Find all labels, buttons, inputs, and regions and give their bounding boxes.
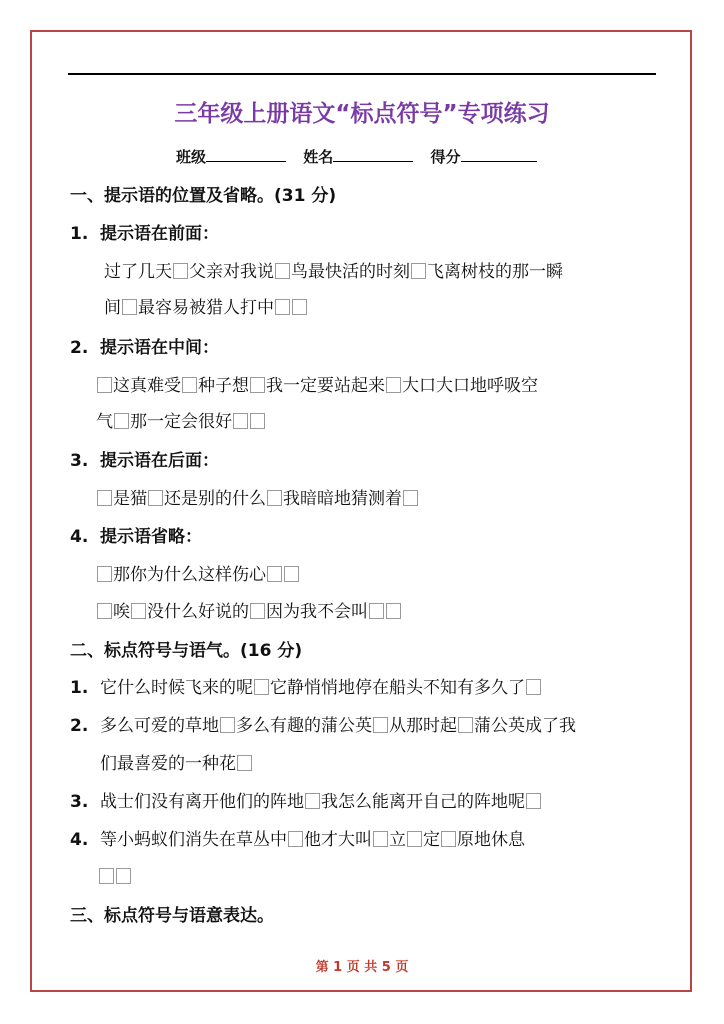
punctuation-box[interactable] <box>386 603 401 619</box>
s2-q2-text <box>100 716 576 736</box>
sentence-text: 这真难受 <box>113 376 181 396</box>
sentence-text: 我暗暗地猜测着 <box>283 489 402 509</box>
punctuation-box[interactable] <box>122 299 137 315</box>
punctuation-box[interactable] <box>275 299 290 315</box>
s2-q2-line1 <box>70 715 576 737</box>
sentence-text: 间 <box>104 298 121 318</box>
punctuation-box[interactable] <box>148 490 163 506</box>
punctuation-box[interactable] <box>403 490 418 506</box>
sentence-text: 立 <box>389 830 406 850</box>
score-blank[interactable] <box>461 147 537 162</box>
s1-q3-label-line <box>70 450 219 472</box>
punctuation-box[interactable] <box>233 413 248 429</box>
sentence-text: 多么可爱的草地 <box>100 716 219 736</box>
s1-q4-line1 <box>96 564 300 586</box>
punctuation-box[interactable] <box>369 603 384 619</box>
s2-q4-text <box>100 830 525 850</box>
sentence-text: 那一定会很好 <box>130 412 232 432</box>
s2-q1-number: 1. <box>70 678 89 698</box>
s2-q2-line2 <box>100 753 253 775</box>
sentence-text: 原地休息 <box>457 830 525 850</box>
punctuation-box[interactable] <box>267 490 282 506</box>
punctuation-box[interactable] <box>250 603 265 619</box>
punctuation-box[interactable] <box>441 831 456 847</box>
sentence-text: 他才大叫 <box>304 830 372 850</box>
page-title: 三年级上册语文“标点符号”专项练习 <box>174 101 550 127</box>
punctuation-box[interactable] <box>116 868 131 884</box>
punctuation-box[interactable] <box>250 413 265 429</box>
s2-q1-text <box>100 678 542 698</box>
s1-q3-label: 提示语在后面： <box>100 451 219 471</box>
sentence-text: 种子想 <box>198 376 249 396</box>
s1-q4-line2 <box>96 601 402 623</box>
punctuation-box[interactable] <box>97 603 112 619</box>
sentence-text: 父亲对我说 <box>189 262 274 282</box>
s1-q4-label-line <box>70 526 202 548</box>
s1-q4-number: 4. <box>70 527 89 547</box>
punctuation-box[interactable] <box>99 868 114 884</box>
punctuation-box[interactable] <box>386 377 401 393</box>
sentence-text: 没什么好说的 <box>147 602 249 622</box>
punctuation-box[interactable] <box>267 566 282 582</box>
page-footer: 第 1 页 共 5 页 <box>315 960 409 975</box>
punctuation-box[interactable] <box>305 793 320 809</box>
sentence-text: 多么有趣的蒲公英 <box>236 716 372 736</box>
s2-q4-line2 <box>98 866 132 888</box>
s2-q3-number: 3. <box>70 792 89 812</box>
s1-q4-label: 提示语省略： <box>100 527 202 547</box>
score-label: 得分 <box>430 148 461 166</box>
section2-heading: 二、标点符号与语气。(16 分) <box>70 641 303 661</box>
s1-q2-number: 2. <box>70 338 89 358</box>
sentence-text: 还是别的什么 <box>164 489 266 509</box>
sentence-text: 等小蚂蚁们消失在草丛中 <box>100 830 287 850</box>
header-rule <box>68 73 656 75</box>
class-label: 班级 <box>176 148 207 166</box>
class-blank[interactable] <box>206 147 286 162</box>
s1-q1-line2 <box>104 297 308 319</box>
s2-q2-number: 2. <box>70 716 89 736</box>
sentence-text: 它静悄悄地停在船头不知有多久了 <box>270 678 525 698</box>
punctuation-box[interactable] <box>131 603 146 619</box>
sentence-text: 鸟最快活的时刻 <box>291 262 410 282</box>
punctuation-box[interactable] <box>411 263 426 279</box>
sentence-text: 它什么时候飞来的呢 <box>100 678 253 698</box>
name-label: 姓名 <box>303 148 334 166</box>
s1-q1-number: 1. <box>70 224 89 244</box>
section3-heading: 三、标点符号与语意表达。 <box>70 906 274 926</box>
s1-q2-label-line <box>70 337 219 359</box>
sentence-text: 唉 <box>113 602 130 622</box>
sentence-text: 气 <box>96 412 113 432</box>
punctuation-box[interactable] <box>526 793 541 809</box>
sentence-text: 因为我不会叫 <box>266 602 368 622</box>
sentence-text: 战士们没有离开他们的阵地 <box>100 792 304 812</box>
sentence-text: 定 <box>423 830 440 850</box>
punctuation-box[interactable] <box>373 717 388 733</box>
punctuation-box[interactable] <box>237 755 252 771</box>
punctuation-box[interactable] <box>275 263 290 279</box>
punctuation-box[interactable] <box>97 490 112 506</box>
s2-q4-line1 <box>70 829 525 851</box>
punctuation-box[interactable] <box>250 377 265 393</box>
punctuation-box[interactable] <box>373 831 388 847</box>
section1-heading: 一、提示语的位置及省略。(31 分) <box>70 186 337 206</box>
punctuation-box[interactable] <box>114 413 129 429</box>
punctuation-box[interactable] <box>407 831 422 847</box>
s1-q1-label-line <box>70 223 219 245</box>
punctuation-box[interactable] <box>526 679 541 695</box>
s1-q2-label: 提示语在中间： <box>100 338 219 358</box>
s1-q3-number: 3. <box>70 451 89 471</box>
punctuation-box[interactable] <box>288 831 303 847</box>
punctuation-box[interactable] <box>173 263 188 279</box>
s1-q1-line1 <box>104 261 563 283</box>
sentence-text: 从那时起 <box>389 716 457 736</box>
s2-q4-number: 4. <box>70 830 89 850</box>
s1-q1-label: 提示语在前面： <box>100 224 219 244</box>
s1-q3-line1 <box>96 488 419 510</box>
punctuation-box[interactable] <box>182 377 197 393</box>
sentence-text: 过了几天 <box>104 262 172 282</box>
sentence-text: 飞离树枝的那一瞬 <box>427 262 563 282</box>
s2-q3-line1 <box>70 791 542 813</box>
sentence-text: 最容易被猎人打中 <box>138 298 274 318</box>
sentence-text: 那你为什么这样伤心 <box>113 565 266 585</box>
s1-q2-line2 <box>96 411 266 433</box>
s2-q3-text <box>100 792 542 812</box>
sentence-text: 们最喜爱的一种花 <box>100 754 236 774</box>
punctuation-box[interactable] <box>97 377 112 393</box>
punctuation-box[interactable] <box>220 717 235 733</box>
punctuation-box[interactable] <box>97 566 112 582</box>
punctuation-box[interactable] <box>254 679 269 695</box>
sentence-text: 大口大口地呼吸空 <box>402 376 538 396</box>
s2-q1-line1 <box>70 677 542 699</box>
punctuation-box[interactable] <box>284 566 299 582</box>
sentence-text: 我一定要站起来 <box>266 376 385 396</box>
punctuation-box[interactable] <box>458 717 473 733</box>
sentence-text: 我怎么能离开自己的阵地呢 <box>321 792 525 812</box>
name-blank[interactable] <box>333 147 413 162</box>
s1-q2-line1 <box>96 375 538 397</box>
punctuation-box[interactable] <box>292 299 307 315</box>
sentence-text: 是猫 <box>113 489 147 509</box>
sentence-text: 蒲公英成了我 <box>474 716 576 736</box>
student-info <box>176 146 549 167</box>
